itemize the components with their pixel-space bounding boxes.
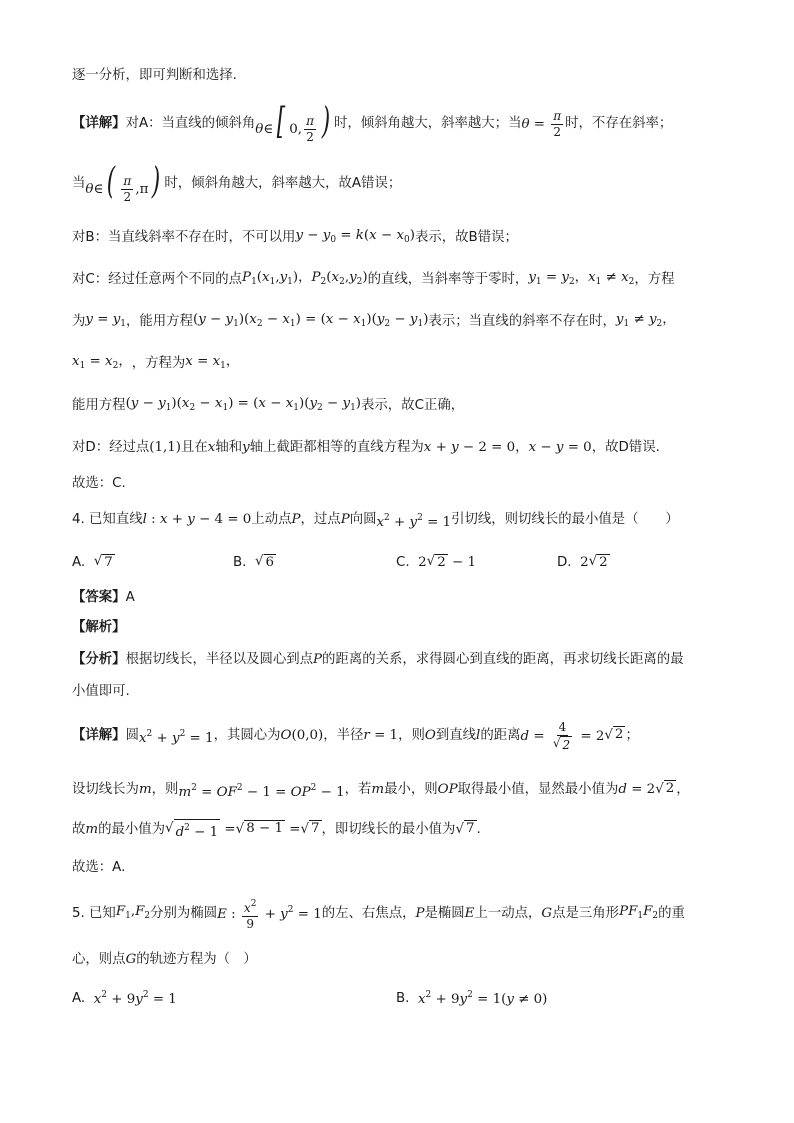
analysis-line-1: 【分析】 根据切线长，半径以及圆心到点 P 的距离的关系，求得圆心到直线的距离，再求切线长距离的最: [72, 652, 684, 667]
option-4d[interactable]: D. 2 √ 2: [557, 553, 608, 570]
text-line-5: 对C：经过任意两个不同的点 $P_1(x_1,y_1)$，$P_2(x_2,y_2)$ 的直线，当斜率等于零时， $y_1 = y_2$，$x_1 \ne x_2$ ，方程: [72, 268, 732, 292]
text-line-6: 为 $y = y_1$ ，能用方程 $(y - y_1)(x_2 - x_1) = (x - x_1)(y_2 - y_1)$ 表示；当直线的斜率不存在时， $y_1 \ne y_2$，: [72, 310, 732, 334]
option-5a[interactable]: A. $x^2 + 9y^2 = 1$: [72, 989, 177, 1007]
math-two-point-form: $(y - y_1)(x_2 - x_1) = (x - x_1)(y_2 - y_1)$: [192, 312, 429, 329]
math-x1-eq-x2: $x_1 = x_2$，: [72, 354, 132, 371]
math-tangent-length: $m^2 = OF^2 - 1 = OP^2 - 1$: [178, 782, 345, 800]
math-y-eq-y1: $y = y_1$: [85, 312, 127, 329]
text-line-4: 对B：当直线斜率不存在时，不可以用 $y - y_0 = k(x - x_0)$ 表示，故B错误；: [72, 226, 732, 250]
text-line-1: 逐一分析，即可判断和选择.: [72, 68, 237, 83]
math-ellipse: E : $\frac{x^2}{9}$ + $y^2 = 1$: [217, 898, 322, 931]
text-line-3: 当 θ∈ ( $\frac{\pi}{2}$ ,π ) 时，倾斜角越大，斜率越大，故A错误；: [72, 160, 402, 204]
text-line-10: 故选：C.: [72, 476, 126, 491]
text-line-9: 对D：经过点 (1,1) 且在 x 轴和 y 轴上截距都相等的直线方程为 x + y − 2 = 0，x − y = 0 ，故D错误.: [72, 436, 732, 460]
answer-line: 【答案】 A: [72, 590, 135, 605]
question-4-stem: 4. 已知直线 l : x + y − 4 = 0 上动点 P ，过点 P 向圆 $x^2 + y^2 = 1$ 引切线，则切线长的最小值是（ ）: [72, 508, 732, 532]
text-line-2: 【详解】 对A：当直线的倾斜角 θ∈ [ 0, $\frac{\pi}{2}$ ) 时，倾斜角越大，斜率越大；当 θ = $\frac{\pi}{2}$ 时，不存在斜率；: [72, 100, 673, 144]
text-line-8: 能用方程 $(y - y_1)(x_2 - x_1) = (x - x_1)(y_2 - y_1)$ 表示，故C正确，: [72, 394, 732, 418]
option-4c[interactable]: C. 2 √ 2 − 1: [396, 553, 476, 570]
math-line-eqs: x + y − 2 = 0，x − y = 0: [423, 440, 592, 455]
math-x-eq-x1: $x = x_1$，: [185, 354, 240, 371]
question-5-stem-1: 5. 已知 $F_1,F_2$ 分别为椭圆 E : $\frac{x^2}{9}$ + $y^2 = 1$ 的左、右焦点， P 是椭圆 E 上一动点， G 点是三角形 $PF_1F_2$ 的重: [72, 898, 685, 931]
math-point-1-1: (1,1): [149, 440, 182, 455]
detail-line-3: 故 m 的最小值为 √ $d^2 - 1$ = √ 8 − 1 = √ 7 ，即切线长的最小值为 √ 7 .: [72, 821, 481, 840]
analysis-heading: 【解析】: [72, 620, 126, 635]
detail-line-4: 故选：A.: [72, 860, 126, 875]
math-theta-half-pi: θ = $\frac{\pi}{2}$: [521, 108, 562, 139]
option-4b[interactable]: B. √ 6: [233, 553, 275, 570]
detail-line-1: 【详解】 圆 $x^2 + y^2 = 1$ ，其圆心为 O(0,0) ，半径 r = 1 ，则 O 到直线 l 的距离 d = 4 √ 2 = 2 √ 2 ；: [72, 719, 639, 752]
option-5b[interactable]: B. $x^2 + 9y^2 = 1(y \ne 0)$: [396, 989, 548, 1007]
analysis-line-2: 小值即可.: [72, 684, 130, 699]
option-4a[interactable]: A. √ 7: [72, 553, 113, 570]
math-point-slope: $y - y_0 = k(x - x_0)$: [295, 228, 415, 245]
math-theta-interval-2: θ∈ ( $\frac{\pi}{2}$ ,π ): [85, 160, 161, 204]
math-y1-neq-y2: $y_1 \ne y_2$，: [615, 312, 676, 329]
math-two-point-form-2: $(y - y_1)(x_2 - x_1) = (x - x_1)(y_2 - y_1)$: [125, 396, 362, 413]
math-points: $P_1(x_1,y_1)$，$P_2(x_2,y_2)$: [242, 270, 368, 287]
detail-line-2: 设切线长为 m ，则 $m^2 = OF^2 - 1 = OP^2 - 1$ ，若 m 最小，则 OP 取得最小值，显然最小值为 d = 2 √ 2 ，: [72, 778, 732, 802]
math-distance: d = 4 √ 2 = 2: [520, 719, 605, 752]
math-circle: $x^2 + y^2 = 1$: [376, 512, 452, 530]
math-line-l: l : x + y − 4 = 0: [142, 512, 252, 527]
question-5-stem-2: 心，则点 G 的轨迹方程为（ ）: [72, 952, 257, 967]
math-theta-interval: θ∈ [ 0, $\frac{\pi}{2}$ ): [255, 100, 331, 144]
math-y1-eq-y2: $y_1 = y_2$，$x_1 \ne x_2$: [528, 270, 635, 287]
text-line-7: $x_1 = x_2$， ，方程为 $x = x_1$，: [72, 352, 732, 376]
